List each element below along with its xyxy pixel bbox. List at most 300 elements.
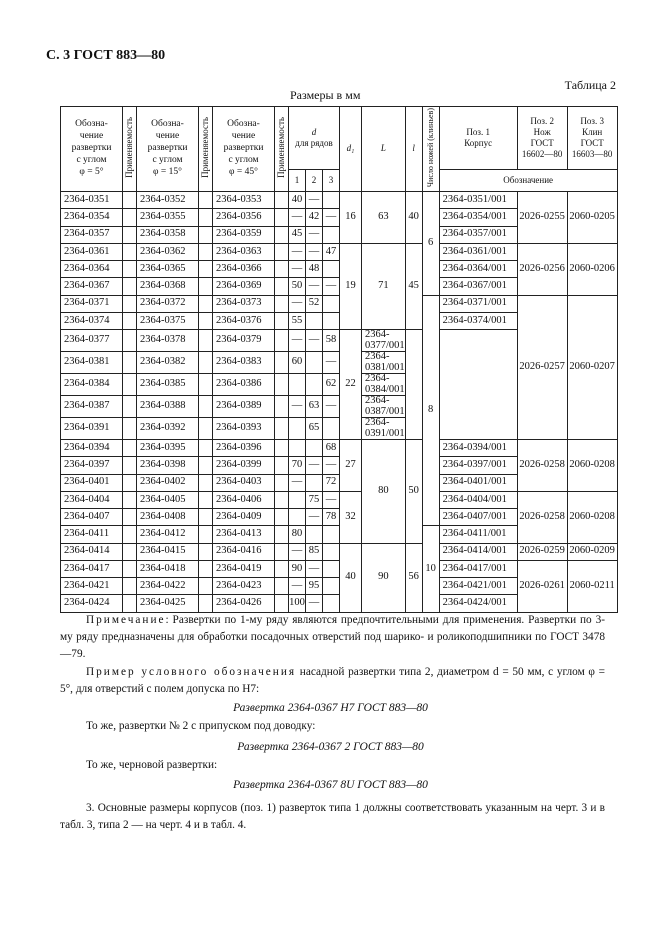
cell-designation-5: 2364-0377 xyxy=(61,330,123,352)
cell-d-row-1: 90 xyxy=(289,560,306,577)
cell-pos3: 2060-0209 xyxy=(567,543,617,560)
cell-applicability xyxy=(275,396,289,418)
cell-designation-15: 2364-0375 xyxy=(137,312,199,329)
cell-d-row-1 xyxy=(289,374,306,396)
cell-designation-45: 2364-0363 xyxy=(213,243,275,260)
cell-pos1-designation: 2364-0364/001 xyxy=(439,261,517,278)
cell-designation-45: 2364-0409 xyxy=(213,509,275,526)
header-d: d для рядов xyxy=(289,107,340,170)
cell-applicability xyxy=(123,278,137,295)
cell-applicability xyxy=(275,374,289,396)
cell-designation-45: 2364-0376 xyxy=(213,312,275,329)
cell-l: 45 xyxy=(405,243,422,329)
cell-designation-5: 2364-0414 xyxy=(61,543,123,560)
cell-d-row-2: — xyxy=(306,192,323,209)
cell-designation-15: 2364-0365 xyxy=(137,261,199,278)
cell-designation-5: 2364-0411 xyxy=(61,526,123,543)
cell-d-row-2 xyxy=(306,312,323,329)
cell-applicability xyxy=(199,509,213,526)
cell-pos2: 2026-0261 xyxy=(517,560,567,612)
section-3-text: 3. Основные размеры корпусов (поз. 1) разверток типа 1 должны соответствовать указанным на черт. 3 и в табл. 3, типа 2 — на черт. 4 и в табл. 4. xyxy=(60,802,605,831)
cell-applicability xyxy=(199,560,213,577)
cell-designation-45: 2364-0413 xyxy=(213,526,275,543)
cell-d-row-3: — xyxy=(323,491,340,508)
cell-applicability xyxy=(123,312,137,329)
example-label: Пример условного обозначения xyxy=(86,666,297,678)
cell-designation-5: 2364-0387 xyxy=(61,396,123,418)
cell-applicability xyxy=(123,295,137,312)
cell-applicability xyxy=(275,312,289,329)
cell-designation-15: 2364-0382 xyxy=(137,352,199,374)
cell-designation-45: 2364-0399 xyxy=(213,457,275,474)
cell-d-row-1: — xyxy=(289,543,306,560)
cell-applicability xyxy=(199,396,213,418)
table-row xyxy=(61,295,618,312)
cell-pos1-designation: 2364-0414/001 xyxy=(439,543,517,560)
cell-designation-15: 2364-0362 xyxy=(137,243,199,260)
cell-designation-5: 2364-0374 xyxy=(61,312,123,329)
cell-designation-45: 2364-0396 xyxy=(213,440,275,457)
cell-designation-45: 2364-0406 xyxy=(213,491,275,508)
cell-pos1-designation: 2364-0367/001 xyxy=(439,278,517,295)
cell-designation-5: 2364-0424 xyxy=(61,595,123,612)
header-pos2: Поз. 2 Нож ГОСТ 16602—80 xyxy=(517,107,567,170)
cell-L: 90 xyxy=(362,543,406,612)
cell-designation-45: 2364-0359 xyxy=(213,226,275,243)
cell-d-row-2: — xyxy=(306,595,323,612)
cell-designation-45: 2364-0416 xyxy=(213,543,275,560)
cell-designation-45: 2364-0369 xyxy=(213,278,275,295)
header-applicability-1: Применяемость xyxy=(123,107,137,192)
cell-applicability xyxy=(275,578,289,595)
cell-d-row-2: 75 xyxy=(306,491,323,508)
cell-designation-15: 2364-0415 xyxy=(137,543,199,560)
cell-d-row-3 xyxy=(323,418,340,440)
example-1: Развертка 2364-0367 H7 ГОСТ 883—80 xyxy=(233,702,428,714)
cell-applicability xyxy=(123,352,137,374)
cell-designation-5: 2364-0421 xyxy=(61,578,123,595)
cell-d-row-3: 68 xyxy=(323,440,340,457)
cell-d-row-1: — xyxy=(289,243,306,260)
cell-designation-5: 2364-0361 xyxy=(61,243,123,260)
cell-d-row-1: 60 xyxy=(289,352,306,374)
table-row xyxy=(61,560,618,577)
cell-applicability xyxy=(123,261,137,278)
header-l: l xyxy=(405,107,422,192)
cell-designation-45: 2364-0356 xyxy=(213,209,275,226)
same-paragraph-2: То же, развертки № 2 с припуском под доводку: xyxy=(86,720,316,732)
cell-applicability xyxy=(123,509,137,526)
cell-applicability xyxy=(275,192,289,209)
cell-d-row-2: — xyxy=(306,243,323,260)
cell-pos1-designation: 2364-0391/001 xyxy=(362,418,406,440)
cell-d1: 16 xyxy=(340,192,362,244)
cell-applicability xyxy=(275,330,289,352)
cell-d-row-1: — xyxy=(289,209,306,226)
header-row-3: 3 xyxy=(323,170,340,192)
cell-d-row-3 xyxy=(323,312,340,329)
cell-applicability xyxy=(275,209,289,226)
cell-pos1-designation: 2364-0357/001 xyxy=(439,226,517,243)
cell-designation-5: 2364-0394 xyxy=(61,440,123,457)
cell-applicability xyxy=(199,243,213,260)
cell-applicability xyxy=(123,560,137,577)
cell-applicability xyxy=(123,418,137,440)
cell-d-row-3: — xyxy=(323,352,340,374)
cell-designation-15: 2364-0405 xyxy=(137,491,199,508)
cell-d-row-2: 48 xyxy=(306,261,323,278)
cell-d-row-1: — xyxy=(289,330,306,352)
cell-applicability xyxy=(199,295,213,312)
cell-designation-45: 2364-0403 xyxy=(213,474,275,491)
cell-applicability xyxy=(199,209,213,226)
cell-designation-15: 2364-0422 xyxy=(137,578,199,595)
cell-d1: 40 xyxy=(340,543,362,612)
cell-knives: 6 xyxy=(422,192,439,296)
cell-d-row-2 xyxy=(306,440,323,457)
cell-applicability xyxy=(123,192,137,209)
cell-d-row-1 xyxy=(289,509,306,526)
cell-d1: 22 xyxy=(340,330,362,440)
cell-d-row-3: 72 xyxy=(323,474,340,491)
cell-applicability xyxy=(275,474,289,491)
cell-designation-45: 2364-0386 xyxy=(213,374,275,396)
cell-designation-5: 2364-0417 xyxy=(61,560,123,577)
cell-d1: 19 xyxy=(340,243,362,329)
cell-d-row-1: — xyxy=(289,396,306,418)
note-label: Примечание xyxy=(86,614,166,626)
cell-designation-45: 2364-0373 xyxy=(213,295,275,312)
cell-pos1-designation: 2364-0394/001 xyxy=(439,440,517,457)
cell-applicability xyxy=(275,226,289,243)
cell-d-row-2: — xyxy=(306,330,323,352)
cell-d-row-1: 70 xyxy=(289,457,306,474)
cell-designation-5: 2364-0364 xyxy=(61,261,123,278)
cell-designation-15: 2364-0378 xyxy=(137,330,199,352)
cell-applicability xyxy=(123,543,137,560)
cell-applicability xyxy=(199,278,213,295)
cell-designation-15: 2364-0355 xyxy=(137,209,199,226)
cell-d-row-3: 62 xyxy=(323,374,340,396)
cell-applicability xyxy=(123,330,137,352)
cell-applicability xyxy=(275,278,289,295)
cell-designation-5: 2364-0384 xyxy=(61,374,123,396)
cell-designation-15: 2364-0368 xyxy=(137,278,199,295)
cell-d-row-2: — xyxy=(306,457,323,474)
cell-d-row-2 xyxy=(306,352,323,374)
cell-designation-5: 2364-0404 xyxy=(61,491,123,508)
cell-d-row-3: — xyxy=(323,457,340,474)
cell-pos1-designation: 2364-0374/001 xyxy=(439,312,517,329)
cell-d-row-1: — xyxy=(289,474,306,491)
cell-pos1-designation: 2364-0371/001 xyxy=(439,295,517,312)
cell-d-row-3 xyxy=(323,226,340,243)
cell-applicability xyxy=(275,491,289,508)
cell-designation-15: 2364-0388 xyxy=(137,396,199,418)
cell-designation-5: 2364-0354 xyxy=(61,209,123,226)
same-paragraph-3: То же, черновой развертки: xyxy=(86,759,218,771)
cell-designation-5: 2364-0371 xyxy=(61,295,123,312)
header-applicability-3: Применяемость xyxy=(275,107,289,192)
table-row xyxy=(61,192,618,209)
cell-designation-45: 2364-0423 xyxy=(213,578,275,595)
cell-pos1-designation: 2364-0354/001 xyxy=(439,209,517,226)
cell-d-row-1: 45 xyxy=(289,226,306,243)
cell-applicability xyxy=(199,312,213,329)
cell-applicability xyxy=(123,578,137,595)
cell-L: 63 xyxy=(362,192,406,244)
cell-designation-5: 2364-0381 xyxy=(61,352,123,374)
cell-applicability xyxy=(199,440,213,457)
cell-applicability xyxy=(199,374,213,396)
cell-d-row-3: 47 xyxy=(323,243,340,260)
cell-designation-15: 2364-0358 xyxy=(137,226,199,243)
cell-applicability xyxy=(275,526,289,543)
cell-designation-15: 2364-0392 xyxy=(137,418,199,440)
cell-d-row-2: — xyxy=(306,226,323,243)
cell-applicability xyxy=(123,440,137,457)
header-L: L xyxy=(362,107,406,192)
cell-d-row-3: — xyxy=(323,278,340,295)
cell-applicability xyxy=(199,491,213,508)
cell-designation-15: 2364-0418 xyxy=(137,560,199,577)
cell-pos2: 2026-0257 xyxy=(517,295,567,440)
cell-d-row-3: — xyxy=(323,396,340,418)
header-designation-5: Обозна- чение развертки с углом φ = 5° xyxy=(61,107,123,192)
cell-applicability xyxy=(123,209,137,226)
cell-d-row-3 xyxy=(323,526,340,543)
cell-designation-15: 2364-0425 xyxy=(137,595,199,612)
example-2: Развертка 2364-0367 2 ГОСТ 883—80 xyxy=(237,741,424,753)
cell-pos2: 2026-0255 xyxy=(517,192,567,244)
cell-designation-5: 2364-0367 xyxy=(61,278,123,295)
cell-designation-45: 2364-0366 xyxy=(213,261,275,278)
cell-designation-15: 2364-0372 xyxy=(137,295,199,312)
cell-applicability xyxy=(199,595,213,612)
cell-designation-45: 2364-0353 xyxy=(213,192,275,209)
example-paragraph xyxy=(60,664,605,698)
cell-pos1-designation: 2364-0404/001 xyxy=(439,491,517,508)
cell-d-row-1: 50 xyxy=(289,278,306,295)
cell-applicability xyxy=(275,560,289,577)
cell-d-row-2: 52 xyxy=(306,295,323,312)
cell-d-row-1: 40 xyxy=(289,192,306,209)
cell-l: 56 xyxy=(405,543,422,612)
header-d1: d₁ xyxy=(340,107,362,192)
cell-applicability xyxy=(123,526,137,543)
cell-d-row-1: — xyxy=(289,578,306,595)
header-pos1: Поз. 1 Корпус xyxy=(439,107,517,170)
cell-pos1-designation: 2364-0411/001 xyxy=(439,526,517,543)
cell-d-row-1: — xyxy=(289,261,306,278)
cell-designation-45: 2364-0393 xyxy=(213,418,275,440)
cell-knives: 10 xyxy=(422,526,439,612)
section-3-paragraph xyxy=(60,800,605,834)
cell-l: 50 xyxy=(405,440,422,544)
cell-applicability xyxy=(199,352,213,374)
header-knives: Число ножей (клиньев) xyxy=(422,107,439,192)
cell-pos1-designation: 2364-0407/001 xyxy=(439,509,517,526)
cell-pos1-designation: 2364-0384/001 xyxy=(362,374,406,396)
cell-d-row-3 xyxy=(323,543,340,560)
cell-designation-5: 2364-0401 xyxy=(61,474,123,491)
cell-applicability xyxy=(123,474,137,491)
table-row xyxy=(61,440,618,457)
cell-d-row-3 xyxy=(323,261,340,278)
cell-knives: 8 xyxy=(422,295,439,526)
cell-applicability xyxy=(123,226,137,243)
cell-pos1-designation: 2364-0397/001 xyxy=(439,457,517,474)
cell-pos3: 2060-0208 xyxy=(567,491,617,543)
cell-applicability xyxy=(123,243,137,260)
cell-applicability xyxy=(275,595,289,612)
cell-pos1-designation: 2364-0377/001 xyxy=(362,330,406,352)
table-label: Таблица 2 xyxy=(564,78,616,92)
cell-d-row-2: — xyxy=(306,509,323,526)
cell-pos3: 2060-0206 xyxy=(567,243,617,295)
cell-designation-15: 2364-0395 xyxy=(137,440,199,457)
cell-d-row-1: 80 xyxy=(289,526,306,543)
cell-designation-5: 2364-0397 xyxy=(61,457,123,474)
cell-designation-45: 2364-0379 xyxy=(213,330,275,352)
cell-applicability xyxy=(199,457,213,474)
cell-l: 40 xyxy=(405,192,422,244)
cell-pos3: 2060-0211 xyxy=(567,560,617,612)
cell-applicability xyxy=(275,243,289,260)
cell-designation-15: 2364-0412 xyxy=(137,526,199,543)
cell-pos1-designation: 2364-0351/001 xyxy=(439,192,517,209)
cell-d-row-1 xyxy=(289,418,306,440)
cell-designation-5: 2364-0407 xyxy=(61,509,123,526)
cell-designation-5: 2364-0351 xyxy=(61,192,123,209)
cell-pos3: 2060-0205 xyxy=(567,192,617,244)
cell-d-row-2: 42 xyxy=(306,209,323,226)
header-row-2: 2 xyxy=(306,170,323,192)
cell-d-row-1: — xyxy=(289,295,306,312)
table-row xyxy=(61,243,618,260)
cell-applicability xyxy=(275,509,289,526)
header-designation-45: Обозна- чение развертки с углом φ = 45° xyxy=(213,107,275,192)
cell-d-row-3: 58 xyxy=(323,330,340,352)
cell-applicability xyxy=(123,374,137,396)
cell-applicability xyxy=(275,261,289,278)
cell-pos1-designation: 2364-0424/001 xyxy=(439,595,517,612)
cell-applicability xyxy=(199,192,213,209)
cell-pos1-designation: 2364-0401/001 xyxy=(439,474,517,491)
page-header: С. 3 ГОСТ 883—80 xyxy=(46,48,166,63)
cell-d-row-2 xyxy=(306,474,323,491)
cell-d-row-1: 55 xyxy=(289,312,306,329)
cell-pos1-designation: 2364-0421/001 xyxy=(439,578,517,595)
cell-applicability xyxy=(275,418,289,440)
header-designation-15: Обозна- чение развертки с углом φ = 15° xyxy=(137,107,199,192)
cell-pos2: 2026-0258 xyxy=(517,440,567,492)
cell-d-row-3 xyxy=(323,595,340,612)
header-designation: Обозначение xyxy=(439,170,617,192)
example-3: Развертка 2364-0367 8U ГОСТ 883—80 xyxy=(233,779,428,791)
cell-applicability xyxy=(275,543,289,560)
spec-table xyxy=(60,106,618,613)
table-row xyxy=(61,491,618,508)
cell-pos1-designation: 2364-0417/001 xyxy=(439,560,517,577)
cell-applicability xyxy=(123,396,137,418)
cell-designation-15: 2364-0398 xyxy=(137,457,199,474)
cell-d-row-3: 78 xyxy=(323,509,340,526)
cell-designation-45: 2364-0383 xyxy=(213,352,275,374)
cell-d-row-2: 65 xyxy=(306,418,323,440)
cell-pos1-designation: 2364-0387/001 xyxy=(362,396,406,418)
cell-designation-5: 2364-0357 xyxy=(61,226,123,243)
cell-designation-15: 2364-0385 xyxy=(137,374,199,396)
header-pos3: Поз. 3 Клин ГОСТ 16603—80 xyxy=(567,107,617,170)
cell-applicability xyxy=(199,330,213,352)
cell-applicability xyxy=(199,578,213,595)
cell-designation-15: 2364-0352 xyxy=(137,192,199,209)
cell-d-row-1 xyxy=(289,491,306,508)
cell-designation-15: 2364-0402 xyxy=(137,474,199,491)
cell-d-row-2: 95 xyxy=(306,578,323,595)
cell-applicability xyxy=(199,418,213,440)
cell-d-row-2 xyxy=(306,526,323,543)
cell-d-row-2: — xyxy=(306,560,323,577)
cell-applicability xyxy=(123,595,137,612)
cell-pos3: 2060-0207 xyxy=(567,295,617,440)
units-label: Размеры в мм xyxy=(290,88,361,102)
cell-applicability xyxy=(123,457,137,474)
cell-d-row-2: — xyxy=(306,278,323,295)
table-row xyxy=(61,543,618,560)
cell-d1: 32 xyxy=(340,491,362,543)
cell-designation-15: 2364-0408 xyxy=(137,509,199,526)
cell-pos2: 2026-0256 xyxy=(517,243,567,295)
cell-L: 80 xyxy=(362,440,406,544)
cell-d-row-3 xyxy=(323,578,340,595)
cell-designation-45: 2364-0419 xyxy=(213,560,275,577)
cell-designation-5: 2364-0391 xyxy=(61,418,123,440)
header-row-1: 1 xyxy=(289,170,306,192)
note-text: : Развертки по 1-му ряду являются предпочтительными для применения. Развертки по 3-му ряду предназначены для обработки посадочных отверстий под шарико- и роликоподшипники по ГОСТ 3478—79. xyxy=(60,614,605,660)
cell-pos1-designation: 2364-0361/001 xyxy=(439,243,517,260)
cell-d-row-1 xyxy=(289,440,306,457)
cell-applicability xyxy=(199,543,213,560)
cell-applicability xyxy=(199,526,213,543)
cell-pos2: 2026-0259 xyxy=(517,543,567,560)
example-text: насадной развертки типа 2, диаметром d = 50 мм, с углом φ = 5°, для отверстий с полем допуска по H7: xyxy=(60,666,605,695)
cell-designation-45: 2364-0426 xyxy=(213,595,275,612)
cell-d-row-3 xyxy=(323,560,340,577)
cell-pos1-designation: 2364-0381/001 xyxy=(362,352,406,374)
cell-applicability xyxy=(123,491,137,508)
cell-applicability xyxy=(199,261,213,278)
header-applicability-2: Применяемость xyxy=(199,107,213,192)
cell-pos3: 2060-0208 xyxy=(567,440,617,492)
cell-d-row-3 xyxy=(323,295,340,312)
cell-applicability xyxy=(199,474,213,491)
cell-d1: 27 xyxy=(340,440,362,492)
cell-d-row-2: 63 xyxy=(306,396,323,418)
cell-applicability xyxy=(199,226,213,243)
cell-d-row-2 xyxy=(306,374,323,396)
cell-applicability xyxy=(275,457,289,474)
cell-d-row-1: 100 xyxy=(289,595,306,612)
cell-pos2: 2026-0258 xyxy=(517,491,567,543)
cell-applicability xyxy=(275,440,289,457)
cell-L: 71 xyxy=(362,243,406,329)
cell-d-row-3: — xyxy=(323,209,340,226)
note-paragraph xyxy=(60,612,605,663)
cell-designation-45: 2364-0389 xyxy=(213,396,275,418)
cell-applicability xyxy=(275,352,289,374)
